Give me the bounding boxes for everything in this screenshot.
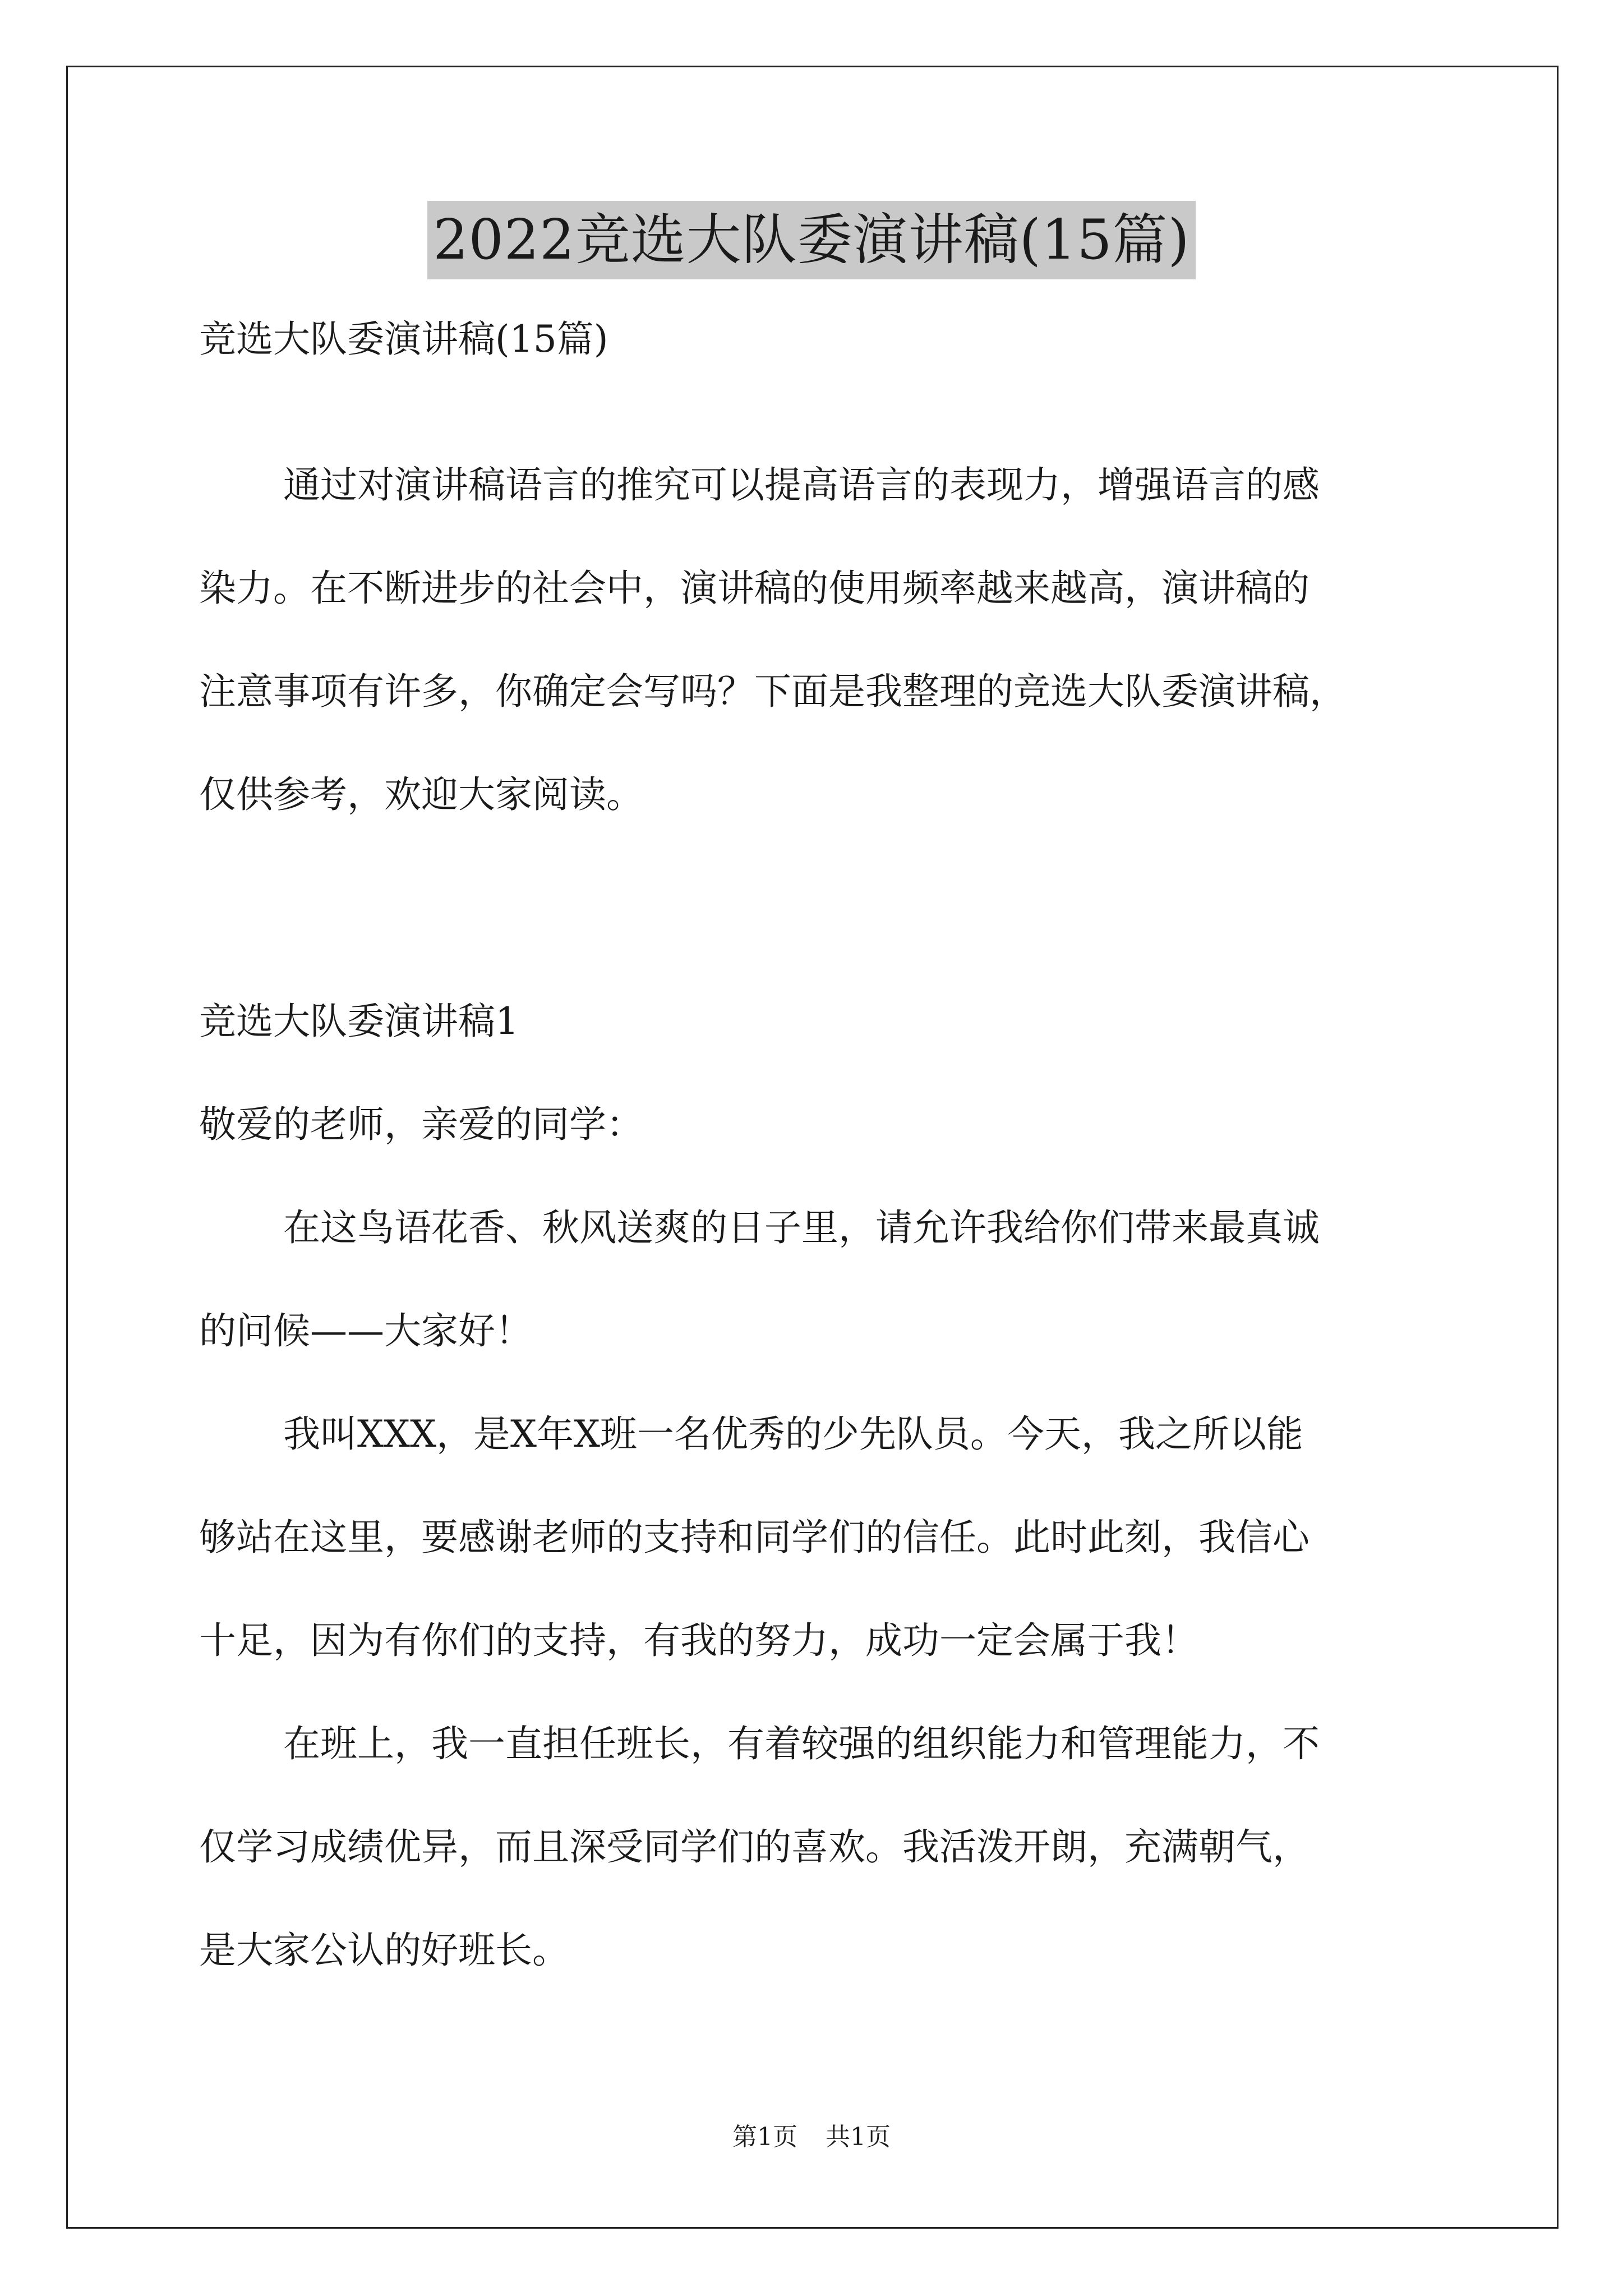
intro-line-3: 注意事项有许多，你确定会写吗？下面是我整理的竞选大队委演讲稿， — [199, 670, 1347, 713]
intro-line-4: 仅供参考，欢迎大家阅读。 — [199, 773, 643, 816]
para2-line-3: 十足，因为有你们的支持，有我的努力，成功一定会属于我！ — [199, 1619, 1198, 1662]
para3-line-2: 仅学习成绩优异，而且深受同学们的喜欢。我活泼开朗，充满朝气， — [199, 1825, 1310, 1869]
intro-line-1: 通过对演讲稿语言的推究可以提高语言的表现力，增强语言的感 — [283, 463, 1320, 507]
para2-line-1: 我叫XXX，是X年X班一名优秀的少先队员。今天，我之所以能 — [283, 1412, 1303, 1456]
para1-line-1: 在这鸟语花香、秋风送爽的日子里，请允许我给你们带来最真诚 — [283, 1206, 1320, 1249]
page-total: 共1页 — [826, 2123, 891, 2151]
greeting: 敬爱的老师，亲爱的同学： — [199, 1103, 643, 1146]
title-container — [0, 201, 1623, 279]
document-title: 2022竞选大队委演讲稿(15篇) — [427, 201, 1196, 279]
intro-line-2: 染力。在不断进步的社会中，演讲稿的使用频率越来越高，演讲稿的 — [199, 567, 1310, 610]
para1-line-2: 的问候——大家好！ — [199, 1309, 532, 1352]
para3-line-1: 在班上，我一直担任班长，有着较强的组织能力和管理能力，不 — [283, 1722, 1320, 1765]
page-current: 第1页 — [732, 2123, 797, 2151]
page-footer — [0, 2120, 1623, 2154]
document-subtitle: 竞选大队委演讲稿(15篇) — [199, 318, 608, 361]
para2-line-2: 够站在这里，要感谢老师的支持和同学们的信任。此时此刻，我信心 — [199, 1516, 1310, 1559]
para3-line-3: 是大家公认的好班长。 — [199, 1929, 569, 1972]
section-heading: 竞选大队委演讲稿1 — [199, 1000, 519, 1043]
